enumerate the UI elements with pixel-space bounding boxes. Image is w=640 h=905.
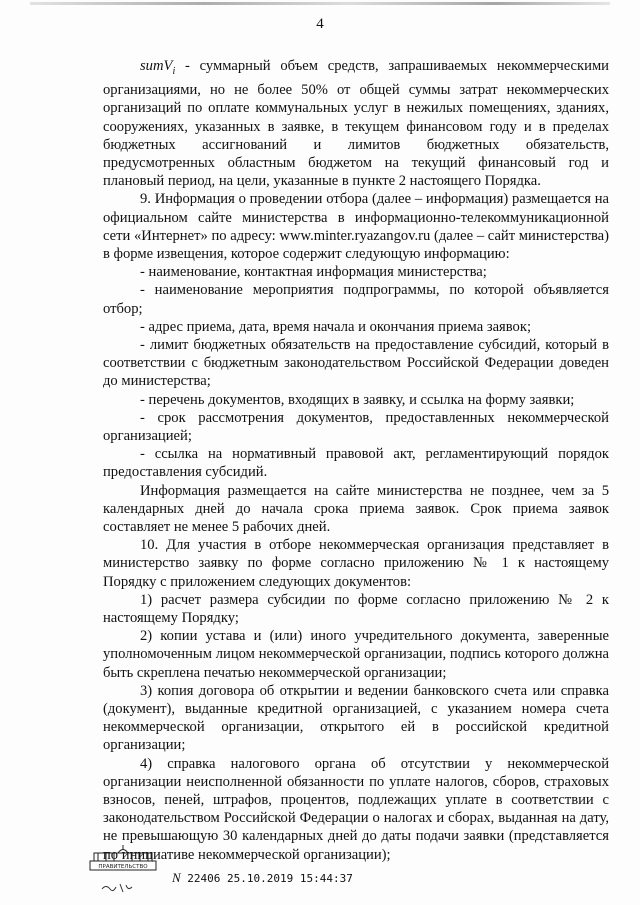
list-item: - ссылка на нормативный правовой акт, регламентирующий порядок предоставления субсидий. (103, 446, 609, 481)
list-item: - наименование мероприятия подпрограммы, по которой объявляется отбор; (103, 282, 609, 317)
footer (88, 845, 488, 895)
formula-term: sumV$_i$ (140, 58, 176, 77)
seal-text: ПРАВИТЕЛЬСТВО (98, 864, 148, 870)
list-item: - перечень документов, входящих в заявку, и ссылка на форму заявки; (140, 391, 575, 408)
list-item: - адрес приема, дата, время начала и окончания приема заявок; (140, 318, 532, 335)
paragraph-formula-definition: sumV$_i$ - суммарный объем средств, запрашиваемых некоммерческими организациями, но не более 50% от общей суммы затрат некоммерческих организаций по оплате коммунальных услуг в нежилых помещениях, зданиях, сооружениях, указанных в заявке, в текущем финансовом году и в пределах бюджетных ассигнований и лимитов бюджетных обязательств, предусмотренных областным бюджетом на текущий финансовый год и плановый период, на цели, указанные в пункте 2 настоящего Порядка. (103, 58, 609, 190)
handwritten-mark-icon (88, 879, 148, 895)
paragraph-item-9: 9. Информация о проведении отбора (далее – информация) размещается на официальном сайте министерства в информационно-телекоммуникационной сети «Интернет» по адресу: www.minter.ryazangov.ru (далее – сайт министерства) в форме извещения, которое содержит следующую информацию: (103, 191, 609, 262)
scan-top-edge (30, 2, 610, 5)
paragraph-info-deadline: Информация размещается на сайте министерства не позднее, чем за 5 календарных дней до начала срока приема заявок. Срок приема заявок составляет не менее 5 рабочих дней. (103, 482, 609, 535)
list-item: 1) расчет размера субсидии по форме согласно приложению № 2 к настоящему Порядку; (103, 591, 609, 626)
government-seal-icon (88, 845, 158, 877)
document-body (103, 57, 609, 864)
list-item: - лимит бюджетных обязательств на предоставление субсидий, который в соответствии с бюджетным законодательством Российской Федерации доведен до министерства; (103, 336, 609, 390)
paragraph-item-10: 10. Для участия в отборе некоммерческая организация представляет в министерство заявку по форме согласно приложению № 1 к настоящему Порядку с приложением следующих документов: (103, 537, 609, 590)
list-item: 3) копия договора об открытии и ведении банковского счета или справка (документ), выданные кредитной организацией, с указанием номера счета некоммерческой организации, открытого ей в российской кредитной организации; (103, 682, 609, 754)
page-number: 4 (316, 16, 324, 32)
list-item: - срок рассмотрения документов, предоставленных некоммерческой организацией; (103, 409, 609, 444)
list-item: 4) справка налогового органа об отсутствии у некоммерческой организации неисполненной обязанности по уплате налогов, сборов, страховых взносов, пеней, штрафов, процентов, подлежащих уплате в соответствии с законодательством Российской Федерации о налогах и сборах, выданная на дату, не превышающую 30 календарных дней до даты подачи заявки (представляется по инициативе некоммерческой организации); (103, 755, 609, 863)
list-item: - наименование, контактная информация министерства; (140, 264, 487, 281)
list-item: 2) копии устава и (или) иного учредительного документа, заверенные уполномоченным лицом некоммерческой организации, подпись которого должна быть скреплена печатью некоммерческой организации; (103, 628, 609, 681)
registration-stamp: N 22406 25.10.2019 15:44:37 (172, 870, 353, 885)
